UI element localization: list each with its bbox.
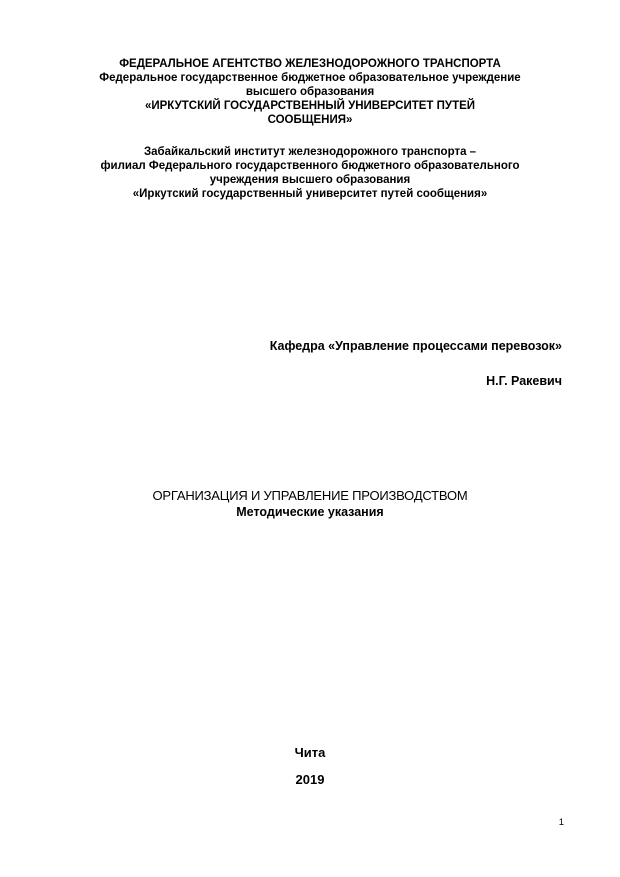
institute-line4: «Иркутский государственный университет путей сообщения» [132, 188, 488, 200]
document-title: ОРГАНИЗАЦИЯ И УПРАВЛЕНИЕ ПРОИЗВОДСТВОМ [152, 488, 468, 503]
title-block [0, 488, 620, 520]
institution-type-line2: высшего образования [245, 86, 375, 98]
agency-name: ФЕДЕРАЛЬНОЕ АГЕНТСТВО ЖЕЛЕЗНОДОРОЖНОГО ТРАНСПОРТА [119, 58, 501, 70]
institution-type-line1: Федеральное государственное бюджетное образовательное учреждение [99, 72, 521, 84]
institute-block [0, 145, 620, 201]
institute-line3: учреждения высшего образования [209, 174, 411, 186]
header-block [0, 57, 620, 127]
publication-year: 2019 [295, 772, 325, 787]
document-subtitle: Методические указания [236, 505, 384, 519]
university-name-line2: СООБЩЕНИЯ» [267, 114, 353, 126]
author-name: Н.Г. Ракевич [486, 374, 562, 388]
page-number: 1 [558, 817, 564, 828]
city-year-block [0, 745, 620, 788]
department-name: Кафедра «Управление процессами перевозок» [269, 339, 562, 353]
university-name-line1: «ИРКУТСКИЙ ГОСУДАРСТВЕННЫЙ УНИВЕРСИТЕТ ПУТЕЙ [144, 100, 476, 112]
institute-line2: филиал Федерального государственного бюджетного образовательного [100, 160, 520, 172]
city-name: Чита [294, 745, 326, 760]
institute-line1: Забайкальский институт железнодорожного транспорта – [143, 146, 477, 158]
